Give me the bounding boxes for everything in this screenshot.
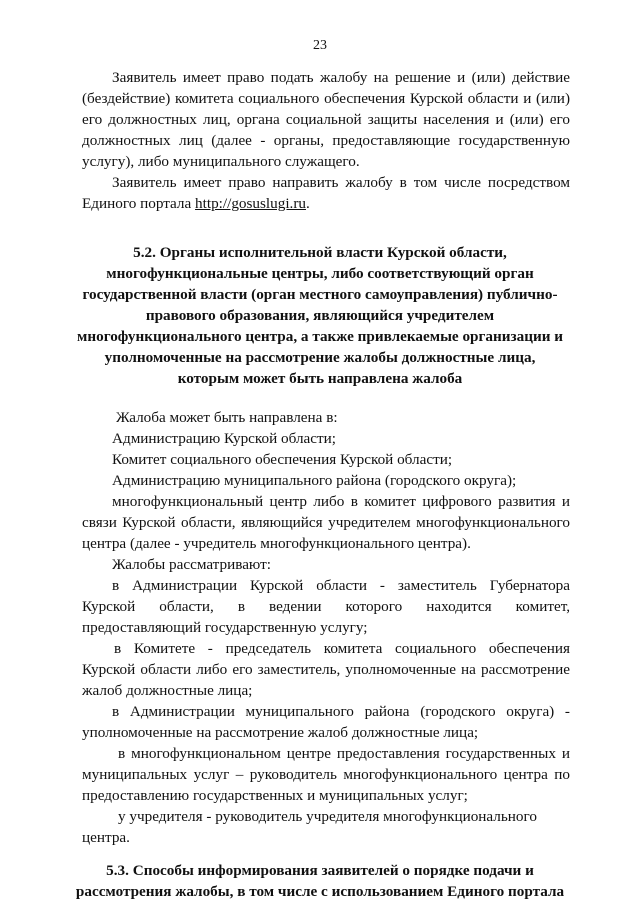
paragraph-line: должностных лиц (далее - органы, предоставляющие государственную bbox=[82, 132, 570, 149]
section-heading-line: государственной власти (орган местного самоуправления) публично- bbox=[82, 286, 558, 303]
paragraph-line: Жалоба может быть направлена в: bbox=[116, 409, 338, 426]
section-heading-line: уполномоченные на рассмотрение жалобы должностные лица, bbox=[104, 349, 536, 366]
paragraph-line: Заявитель имеет право подать жалобу на решение и (или) действие bbox=[112, 69, 570, 86]
page-number: 23 bbox=[313, 38, 327, 53]
paragraph-line: предоставлению государственных и муниципальных услуг; bbox=[82, 787, 468, 804]
section-heading-line: 5.3. Способы информирования заявителей о порядке подачи и bbox=[106, 862, 534, 879]
paragraph-line: Комитет социального обеспечения Курской области; bbox=[112, 451, 453, 468]
paragraph-line: центра (далее - учредитель многофункционального центра). bbox=[82, 535, 471, 552]
paragraph-line: муниципальных услуг – руководитель многофункционального центра по bbox=[82, 766, 570, 783]
paragraph-line: услугу), либо муниципального служащего. bbox=[82, 153, 360, 170]
paragraph-line: уполномоченные на рассмотрение жалоб должностные лица; bbox=[82, 724, 479, 741]
paragraph-line: связи Курской области, являющийся учредителем многофункционального bbox=[82, 514, 570, 531]
paragraph-line: жалоб должностные лица; bbox=[82, 682, 253, 699]
paragraph-line: Администрацию Курской области; bbox=[112, 430, 337, 447]
text-span: . bbox=[306, 195, 310, 212]
paragraph-line: многофункциональный центр либо в комитет цифрового развития и bbox=[112, 493, 570, 510]
paragraph-line: в Администрации Курской области - заместитель Губернатора bbox=[112, 577, 570, 594]
paragraph-line: в Администрации муниципального района (городского округа) - bbox=[112, 703, 570, 720]
paragraph-line: его должностных лиц, органа социальной защиты населения и (или) его bbox=[82, 111, 570, 128]
section-heading-line: многофункционального центра, а также привлекаемые организации и bbox=[77, 328, 563, 345]
paragraph-line: в Комитете - председатель комитета социального обеспечения bbox=[114, 640, 570, 657]
paragraph-line: в многофункциональном центре предоставления государственных и bbox=[118, 745, 570, 762]
paragraph-line: предоставляющий государственную услугу; bbox=[82, 619, 368, 636]
paragraph-line: Курской области либо его заместитель, уполномоченные на рассмотрение bbox=[82, 661, 570, 678]
paragraph-line: Администрацию муниципального района (городского округа); bbox=[112, 472, 517, 489]
paragraph-line: Заявитель имеет право направить жалобу в том числе посредством bbox=[112, 174, 570, 191]
section-heading-line: правового образования, являющийся учредителем bbox=[145, 307, 495, 324]
paragraph-line: у учредителя - руководитель учредителя многофункционального bbox=[118, 808, 537, 825]
paragraph-line: центра. bbox=[82, 829, 130, 846]
section-heading-line: рассмотрения жалобы, в том числе с использованием Единого портала bbox=[75, 883, 565, 900]
section-heading-line: которым может быть направлена жалоба bbox=[177, 370, 463, 387]
paragraph-line bbox=[82, 195, 570, 212]
paragraph-line: Курской области, в ведении которого находится комитет, bbox=[82, 598, 570, 615]
section-heading-line: 5.2. Органы исполнительной власти Курской области, bbox=[133, 244, 507, 261]
paragraph-line: (бездействие) комитета социального обеспечения Курской области и (или) bbox=[82, 90, 570, 107]
section-heading-line: многофункциональные центры, либо соответствующий орган bbox=[106, 265, 534, 282]
gosuslugi-link[interactable]: http://gosuslugi.ru bbox=[195, 195, 306, 212]
paragraph-line: Жалобы рассматривают: bbox=[112, 556, 271, 573]
text-span: Единого портала bbox=[82, 195, 196, 212]
